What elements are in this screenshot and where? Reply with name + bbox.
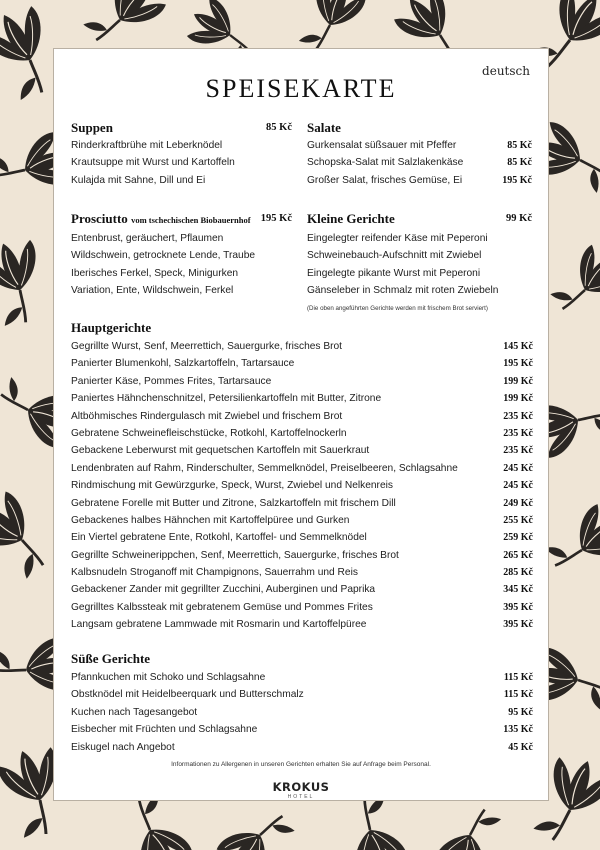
list-kleine-gerichte: [307, 230, 532, 300]
item-name: Gebratene Forelle mit Butter und Zitrone, Salzkartoffeln mit frischem Dill: [71, 497, 396, 509]
list-item: [71, 686, 533, 703]
list-item: [71, 616, 533, 633]
list-item: [71, 282, 296, 299]
list-item: [307, 265, 532, 282]
section-title-hauptgerichte: Hauptgerichte: [71, 320, 152, 335]
section-title-suesse-gerichte: Süße Gerichte: [71, 651, 151, 666]
item-price: 85 Kč: [507, 140, 532, 151]
allergen-note: Informationen zu Allergenen in unseren Gerichten erhalten Sie auf Anfrage beim Personal.: [171, 761, 431, 768]
item-name: Panierter Blumenkohl, Salzkartoffeln, Tartarsauce: [71, 358, 295, 370]
language-label[interactable]: deutsch: [482, 64, 530, 78]
list-salate: [307, 137, 532, 189]
item-name: Rinderkraftbrühe mit Leberknödel: [71, 140, 223, 151]
item-name: Gänseleber in Schmalz mit roten Zwiebeln: [307, 285, 499, 297]
item-name: Wildschwein, getrocknete Lende, Traube: [71, 250, 256, 262]
section-title-suppen: Suppen: [71, 120, 113, 135]
list-item: [71, 529, 533, 546]
krokus-logo: [54, 778, 548, 800]
item-name: Krautsuppe mit Wurst und Kartoffeln: [71, 157, 235, 169]
menu-card: [53, 48, 549, 801]
item-name: Kalbsnudeln Stroganoff mit Champignons, Sauerrahm und Reis: [71, 567, 358, 579]
list-item: [71, 265, 296, 282]
item-name: Lendenbraten auf Rahm, Rinderschulter, Semmelknödel, Preiselbeeren, Schlagsahne: [71, 462, 458, 474]
item-name: Langsam gebratene Lammwade mit Rosmarin und Kartoffelpüree: [71, 619, 367, 631]
item-name: Rindmischung mit Gewürzgurke, Speck, Wurst, Zwiebel und Nelkenreis: [71, 480, 393, 492]
list-suesse-gerichte: [71, 669, 533, 756]
item-name: Gegrillte Wurst, Senf, Meerrettich, Sauergurke, frisches Brot: [71, 341, 343, 352]
section-price-prosciutto: 195 Kč: [260, 213, 292, 224]
list-item: [307, 282, 532, 299]
list-item: [71, 154, 296, 171]
list-item: [71, 355, 533, 372]
item-price: 45 Kč: [508, 741, 533, 753]
list-suppen: [71, 137, 296, 189]
item-price: 135 Kč: [503, 724, 533, 736]
item-name: Paniertes Hähnchenschnitzel, Petersilienkartoffeln mit Butter, Zitrone: [71, 393, 382, 405]
item-price: 235 Kč: [503, 410, 533, 422]
item-name: Panierter Käse, Pommes Frites, Tartarsauce: [71, 375, 272, 387]
list-item: [71, 495, 533, 512]
item-name: Altböhmisches Rindergulasch mit Zwiebel und frischem Brot: [71, 410, 343, 422]
list-prosciutto: [71, 230, 296, 300]
list-item: [71, 373, 533, 390]
item-price: 95 Kč: [508, 706, 533, 718]
list-item: [71, 390, 533, 407]
item-name: Iberisches Ferkel, Speck, Minigurken: [71, 267, 239, 279]
list-item: [71, 137, 296, 154]
item-name: Kuchen nach Tagesangebot: [71, 706, 198, 718]
list-item: [307, 172, 532, 189]
item-price: 345 Kč: [503, 584, 533, 596]
list-item: [71, 460, 533, 477]
item-price: 395 Kč: [503, 619, 533, 631]
item-name: Eingelegter reifender Käse mit Peperoni: [307, 233, 488, 244]
section-title-salate: Salate: [307, 120, 341, 135]
item-price: 199 Kč: [503, 375, 533, 387]
list-item: [71, 564, 533, 581]
item-price: 255 Kč: [503, 514, 533, 526]
list-item: [71, 408, 533, 425]
item-name: Schweinebauch-Aufschnitt mit Zwiebel: [307, 250, 482, 262]
served-with-bread-note: (Die oben angeführten Gerichte werden mit frischem Brot serviert): [307, 305, 488, 312]
list-hauptgerichte: [71, 338, 533, 634]
list-item: [71, 172, 296, 189]
item-price: 235 Kč: [503, 427, 533, 439]
item-name: Variation, Ente, Wildschwein, Ferkel: [71, 285, 234, 297]
logo-word: KROKUS: [272, 780, 330, 794]
section-title-kleine-gerichte: Kleine Gerichte: [307, 211, 395, 226]
list-item: [71, 338, 533, 355]
list-item: [71, 721, 533, 738]
item-price: 145 Kč: [503, 341, 533, 352]
item-price: 85 Kč: [507, 157, 532, 169]
item-name: Eisbecher mit Früchten und Schlagsahne: [71, 724, 258, 736]
item-name: Obstknödel mit Heidelbeerquark und Butterschmalz: [71, 689, 304, 701]
item-name: Entenbrust, geräuchert, Pflaumen: [71, 233, 224, 244]
item-price: 115 Kč: [503, 689, 533, 701]
item-name: Schopska-Salat mit Salzlakenkäse: [307, 157, 464, 169]
item-name: Gebackene Leberwurst mit gequetschen Kartoffeln mit Sauerkraut: [71, 445, 370, 457]
list-item: [71, 247, 296, 264]
list-item: [307, 230, 532, 247]
list-item: [307, 247, 532, 264]
item-price: 395 Kč: [503, 601, 533, 613]
item-price: 195 Kč: [502, 174, 532, 186]
item-price: 265 Kč: [503, 549, 533, 561]
item-name: Gebratene Schweinefleischstücke, Rotkohl, Kartoffelnockerln: [71, 427, 347, 439]
item-name: Ein Viertel gebratene Ente, Rotkohl, Kartoffel- und Semmelknödel: [71, 532, 367, 544]
page-title: SPEISEKARTE: [205, 74, 397, 103]
list-item: [71, 512, 533, 529]
item-name: Gegrilltes Kalbssteak mit gebratenem Gemüse und Pommes Frites: [71, 601, 373, 613]
item-price: 245 Kč: [503, 462, 533, 474]
list-item: [71, 442, 533, 459]
item-price: 245 Kč: [503, 480, 533, 492]
list-item: [71, 230, 296, 247]
item-price: 115 Kč: [503, 672, 533, 683]
item-price: 285 Kč: [503, 567, 533, 579]
list-item: [71, 581, 533, 598]
item-price: 249 Kč: [503, 497, 533, 509]
item-name: Gebackener Zander mit gegrillter Zucchini, Auberginen und Paprika: [71, 584, 376, 596]
section-price-suppen: 85 Kč: [266, 122, 292, 133]
list-item: [71, 547, 533, 564]
item-name: Kulajda mit Sahne, Dill und Ei: [71, 174, 206, 186]
list-item: [71, 739, 533, 756]
item-price: 199 Kč: [503, 393, 533, 405]
section-title-prosciutto: [71, 211, 251, 227]
list-item: [71, 669, 533, 686]
item-name: Gegrillte Schweinerippchen, Senf, Meerrettich, Sauergurke, frisches Brot: [71, 549, 399, 561]
logo-sub: HOTEL: [287, 794, 315, 800]
item-price: 259 Kč: [503, 532, 533, 544]
item-name: Eingelegte pikante Wurst mit Peperoni: [307, 267, 481, 279]
section-title-text: Prosciutto: [71, 211, 128, 226]
section-price-kleine-gerichte: 99 Kč: [506, 213, 532, 224]
list-item: [307, 137, 532, 154]
item-name: Gebackenes halbes Hähnchen mit Kartoffelpüree und Gurken: [71, 514, 350, 526]
list-item: [307, 154, 532, 171]
list-item: [71, 477, 533, 494]
item-price: 235 Kč: [503, 445, 533, 457]
item-price: 195 Kč: [503, 358, 533, 370]
section-note: vom tschechischen Biobauernhof: [131, 215, 251, 225]
item-name: Eiskugel nach Angebot: [71, 741, 175, 753]
item-name: Pfannkuchen mit Schoko und Schlagsahne: [71, 672, 266, 683]
list-item: [71, 425, 533, 442]
item-name: Gurkensalat süßsauer mit Pfeffer: [307, 140, 457, 151]
list-item: [71, 704, 533, 721]
list-item: [71, 599, 533, 616]
item-name: Großer Salat, frisches Gemüse, Ei: [307, 174, 463, 186]
